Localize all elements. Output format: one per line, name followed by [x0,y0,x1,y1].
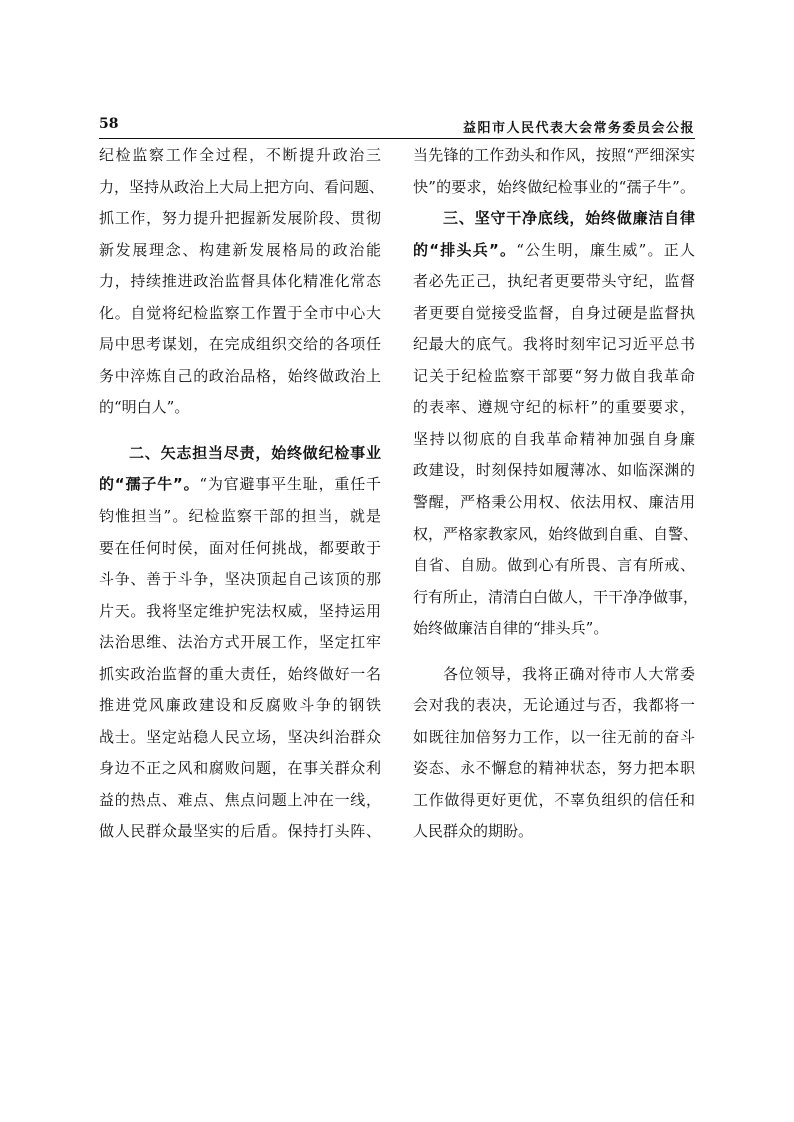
text-line: 如既往加倍努力工作，以一往无前的奋斗 [413,727,695,746]
running-header [99,116,695,136]
text-line: 身边不正之风和腐败问题，在事关群众利 [99,759,381,778]
text-line: 坚持以彻底的自我革命精神加强自身廉 [413,429,695,448]
text-line: 抓工作，努力提升把握新发展阶段、贯彻 [99,209,381,228]
text-segment: “为官避事平生耻，重任千 [199,475,382,494]
text-line: 快”的要求，始终做纪检事业的“孺子牛”。 [413,177,695,196]
text-line: 钧惟担当”。纪检监察干部的担当，就是 [99,507,381,526]
text-line: 推进党风廉政建设和反腐败斗争的钢铁 [99,696,381,715]
text-line: 行有所止，清清白白做人，干干净净做事， [413,587,699,606]
text-line: 始终做廉洁自律的“排头兵”。 [413,619,609,638]
text-line: 抓实政治监督的重大责任，始终做好一名 [99,664,381,683]
text-line: 务中淬炼自己的政治品格，始终做政治上 [99,366,381,385]
text-line: 人民群众的期盼。 [413,822,534,841]
text-line: 的“明白人”。 [99,398,190,417]
text-line: 战士。坚定站稳人民立场，坚决纠治群众 [99,727,381,746]
text-line: 政建设，时刻保持如履薄冰、如临深渊的 [413,461,695,480]
text-line: 权，严格家教家风，始终做到自重、自警、 [413,524,699,543]
text-line: 各位领导，我将正确对待市人大常委 [443,664,695,683]
left-column [99,140,385,848]
text-line: 斗争、善于斗争，坚决顶起自己该顶的那 [99,570,381,589]
text-line: 者更要自觉接受监督，自身过硬是监督执 [413,303,695,322]
text-line: 益的热点、难点、焦点问题上冲在一线， [99,790,381,809]
text-line: 力，坚持从政治上大局上把方向、看问题、 [99,177,385,196]
text-line: 的表率、遵规守纪的标杆”的重要要求， [413,398,695,417]
text-line: 姿态、永不懈怠的精神状态，努力把本职 [413,759,695,778]
page-number: 58 [99,116,119,132]
text-line: 者必先正己，执纪者更要带头守纪，监督 [413,272,695,291]
paragraph-gap [413,645,695,659]
text-line: 纪最大的底气。我将时刻牢记习近平总书 [413,335,695,354]
right-column [413,140,699,848]
header-rule [99,138,695,139]
text-line: 自省、自励。做到心有所畏、言有所戒、 [413,556,695,575]
text-line: 记关于纪检监察干部要“努力做自我革命 [413,366,695,385]
text-line: 警醒，严格秉公用权、依法用权、廉洁用 [413,493,695,512]
heading-segment: 的“排头兵”。 [413,240,517,259]
paragraph-gap [99,424,381,438]
text-line: 做人民群众最坚实的后盾。保持打头阵、 [99,822,381,841]
text-line: 会对我的表决，无论通过与否，我都将一 [413,696,695,715]
text-line: 法治思维、法治方式开展工作，坚定扛牢 [99,633,381,652]
text-line: 要在任何时侯，面对任何挑战，都要敢于 [99,538,381,557]
text-line: 当先锋的工作劲头和作风，按照“严细深实 [413,146,695,164]
section-heading-line: 三、坚守干净底线，始终做廉洁自律 [443,209,695,228]
text-line: 纪检监察工作全过程，不断提升政治三 [99,146,381,164]
text-line: 局中思考谋划，在完成组织交给的各项任 [99,335,381,354]
text-line: 工作做得更好更优，不辜负组织的信任和 [413,790,695,809]
heading-segment: 的“孺子牛”。 [99,475,200,494]
text-line: 力，持续推进政治监督具体化精准化常态 [99,272,381,291]
text-line: 化。自觉将纪检监察工作置于全市中心大 [99,303,381,322]
text-segment: “公生明，廉生威”。正人 [516,240,695,259]
text-line [413,235,695,267]
text-line: 片天。我将坚定维护宪法权威，坚持运用 [99,601,381,620]
section-heading-line: 二、矢志担当尽责，始终做纪检事业 [129,443,381,462]
journal-title: 益阳市人民代表大会常务委员会公报 [462,121,695,136]
text-line [99,469,381,501]
text-line: 新发展理念、构建新发展格局的政治能 [99,240,381,259]
